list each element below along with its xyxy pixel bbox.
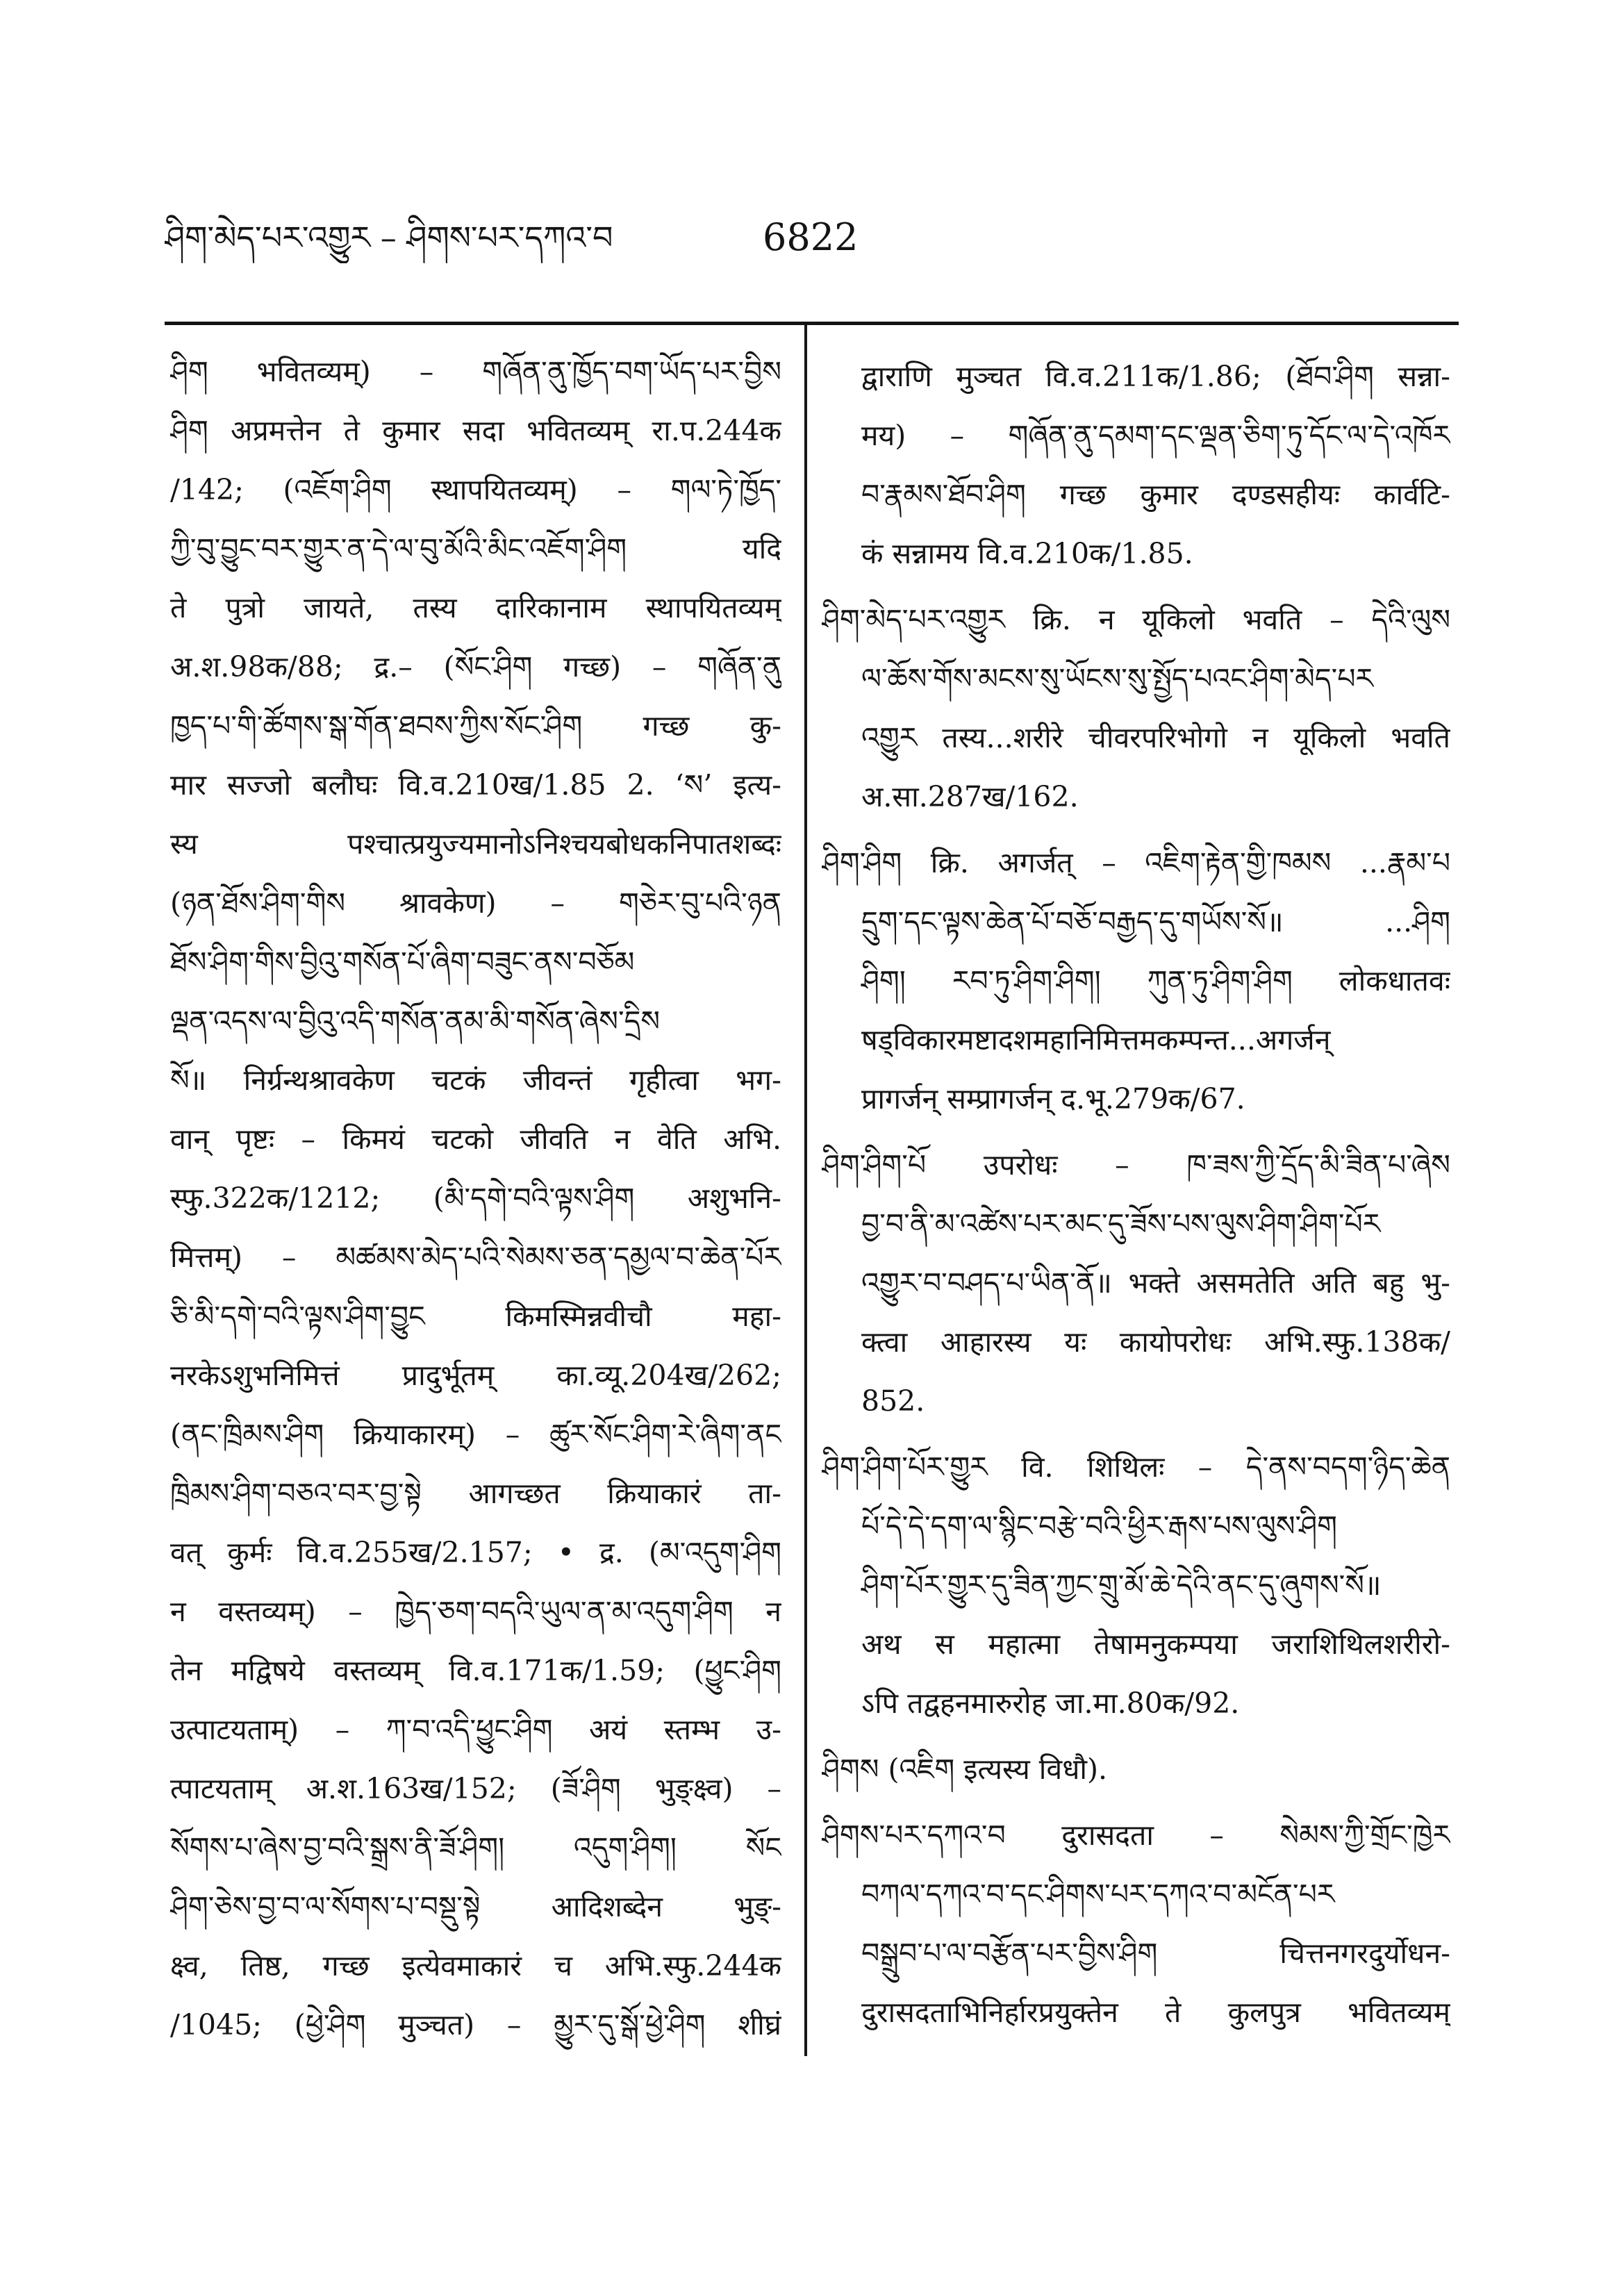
entry-line: अ.सा.287ख/162. [861,780,1079,813]
column-divider [804,324,807,2056]
right-column [822,347,1450,2049]
text-line: त्पाटयताम् अ.श.163ख/152; (ཟོ་ཤིག भुङ्क्ष्व) – [170,1772,781,1805]
dictionary-entry [822,1806,1450,2042]
entry-line: षड्विकारमष्टादशमहानिमित्तमकम्पन्त...अगर्जन् [861,1023,1331,1057]
entry-line: दुरासदताभिनिर्हारप्रयुक्तेन ते कुलपुत्र भवितव्यम् [861,1996,1450,2029]
text-line: स्फु.322क/1212; (མི་དགེ་བའི་ལྟས་ཤིག अशुभनि- [170,1182,781,1215]
entry-line: བྱ་བ་ནི་མ་འཚེས་པར་མང་དུ་ཟོས་པས་ལུས་ཤིག་ཤིག་པོར [861,1207,1381,1241]
text-line: वत् कुर्मः वि.व.255ख/2.157; • द्र. (མ་འདུག་ཤིག [170,1536,781,1569]
dictionary-entry [822,1136,1450,1431]
entry-line: ཤིག་པོར་གྱུར་དུ་ཟིན་ཀྱང་གྲུ་མོ་ཆེ་དེའི་ནང་དུ་ཞུགས་སོ॥ [861,1568,1382,1602]
text-line: (ནང་ཁྲིམས་ཤིག क्रियाकारम्) – ཚུར་སོང་ཤིག་རེ་ཞིག་ནང [170,1418,781,1451]
header-rule [165,322,1459,325]
entry-headword-line: ཤིགས་པར་དཀའ་བ दुरासदता – སེམས་ཀྱི་གྲོང་ཁྱེར [822,1819,1450,1852]
text-line: ཐོས་ཤིག་གིས་བྱིའུ་གསོན་པོ་ཞིག་བཟུང་ནས་བཅོམ [170,945,635,979]
page-number: 6822 [763,215,859,259]
entry-line: मय) – གཞོན་ནུ་དམག་དང་ལྡན་ཅིག་ཏུ་དོང་ལ་དེ་འཁོར [861,419,1450,452]
entry-line: अथ स महात्मा तेषामनुकम्पया जराशिथिलशरीरो- [861,1627,1450,1661]
text-line: ཀྱི་བུ་བྱུང་བར་གྱུར་ན་དེ་ལ་བུ་མོའི་མིང་འཇོག་ཤིག यदि [170,532,781,565]
entry-headword-line: ཤིགས (འཇིག इत्यस्य विधौ). [822,1753,1108,1786]
text-line: मित्तम्) – མཚམས་མེད་པའི་སེམས་ཅན་དམྱལ་བ་ཆེན་པོར [170,1241,781,1274]
entry-line: प्रागर्जन् सम्प्रागर्जन् द.भू.279क/67. [861,1082,1245,1116]
text-line: /142; (འཇོག་ཤིག स्थापयितव्यम्) – གལ་ཏེ་ཁྱོད་ [170,473,781,506]
text-line: ཁྱད་པ་གི་ཚོགས་སྒ་གོན་ཐབས་ཀྱིས་སོང་ཤིག गच्छ कु- [170,709,781,743]
entry-line: པོ་དེ་དེ་དག་ལ་སྙིང་བརྩེ་བའི་ཕྱིར་རྒས་པས་ལུས་ཤིག [861,1509,1338,1543]
entry-headword-line: ཤིག་ཤིག་པོ उपरोधः – ཁ་ཟས་ཀྱི་དྲོད་མི་ཟིན་པ་ཞེས [822,1148,1450,1182]
left-column [170,342,781,2055]
text-line: ཅི་མི་དགེ་བའི་ལྟས་ཤིག་བྱུང किमस्मिन्नवीचौ महा- [170,1300,781,1333]
text-line: नरकेऽशुभनिमित्तं प्रादुर्भूतम् का.व्यू.204ख/262; [170,1359,781,1392]
entry-line: क्त्वा आहारस्य यः कायोपरोधः अभि.स्फु.138क/ [861,1325,1450,1359]
entry-line: བསྒྲུབ་པ་ལ་བརྩོན་པར་བྱིས་ཤིག चित्तनगरदुर्योधन- [861,1937,1450,1970]
entry-line: དྲུག་དང་ལྟས་ཆེན་པོ་བཅོ་བརྒྱད་དུ་གཡོས་སོ॥ ...ཤིག [861,905,1450,938]
dictionary-entry-continued [822,347,1450,583]
entry-line: ལ་ཆོས་གོས་མངས་སུ་ཡོངས་སུ་སྤྱོད་པའང་ཤིག་མེད་པར [861,662,1374,695]
text-line: ཤིག अप्रमत्तेन ते कुमार सदा भवितव्यम् रा.प.244क [170,414,781,447]
text-line: /1045; (ཕྱེ་ཤིག मुञ्चत) – མྱུར་དུ་སྒོ་ཕྱེ་ཤིག शीघ्रं [170,2008,781,2041]
dictionary-entry [822,834,1450,1129]
text-line: वान् पृष्टः – किमयं चटको जीवति न वेति अभि. [170,1123,781,1156]
dictionary-entry [822,590,1450,827]
text-line: ते पुत्रो जायते, तस्य दारिकानाम स्थापयितव्यम् [170,591,781,624]
entry-line: कं सन्नामय वि.व.210क/1.85. [861,537,1193,570]
text-line: (ཉན་ཐོས་ཤིག་གིས श्रावकेण) – གཅེར་བུ་པའི་ཉན [170,886,781,920]
text-line: मार सज्जो बलौघः वि.व.210ख/1.85 2. ‘ས’ इत्य- [170,768,781,802]
dictionary-entry [822,1438,1450,1733]
entry-headword-line: ཤིག་ཤིག་པོར་གྱུར वि. शिथिलः – དེ་ནས་བདག་ཉིད་ཆེན [822,1450,1450,1484]
running-title: ཤིག་མེད་པར་འགྱུར – ཤིགས་པར་དཀའ་བ [165,219,613,256]
text-line: ཁྲིམས་ཤིག་བཅའ་བར་བྱ་སྟེ आगच्छत क्रियाकारं ता- [170,1477,781,1510]
text-line: ལྡན་འདས་ལ་བྱིའུ་འདི་གསོན་ནམ་མི་གསོན་ཞེས་དྲིས [170,1004,660,1038]
entry-line: द्वाराणि मुञ्चत वि.व.211क/1.86; (ཐོབ་ཤིག सन्ना- [861,360,1450,393]
text-line: ཤིག་ཅེས་བྱ་བ་ལ་སོགས་པ་བསྡུ་སྟེ आदिशब्देन भुङ्- [170,1890,781,1923]
text-line: उत्पाटयताम्) – ཀ་བ་འདི་ཕྱུང་ཤིག अयं स्तम्भ उ- [170,1713,781,1746]
entry-line: བཀལ་དཀའ་བ་དང་ཤིགས་པར་དཀའ་བ་མངོན་པར [861,1878,1335,1911]
text-line: तेन मद्विषये वस्तव्यम् वि.व.171क/1.59; (ཕྱུང་ཤིག [170,1654,781,1687]
text-line: སོ॥ निर्ग्रन्थश्रावकेण चटकं जीवन्तं गृहीत्वा भग- [170,1063,781,1097]
entry-headword-line: ཤིག་མེད་པར་འགྱུར क्रि. न यूकिलो भवति – དེའི་ལུས [822,603,1450,636]
entry-line: འགྱུར तस्य...शरीरे चीवरपरिभोगो न यूकिलो भवति [861,721,1450,754]
entry-line: 852. [861,1384,925,1418]
entry-line: ཤིག། རབ་ཏུ་ཤིག་ཤིག། ཀུན་ཏུ་ཤིག་ཤིག लोकधातवः [861,964,1450,997]
text-line: अ.श.98क/88; द्र.– (སོང་ཤིག गच्छ) – གཞོན་ནུ [170,650,781,684]
text-line: སོགས་པ་ཞེས་བྱ་བའི་སྒྲས་ནི་ཟོ་ཤིག། འདུག་ཤིག། སོང [170,1831,781,1864]
entry-line: འགྱུར་བ་བཤད་པ་ཡིན་ནོ॥ भक्ते असमतेति अति बहु भु- [861,1266,1450,1300]
entry-line: བ་རྣམས་ཐོབ་ཤིག गच्छ कुमार दण्डसहीयः कार्वटि- [861,478,1450,511]
entry-line: ऽपि तद्वहनमारुरोह जा.मा.80क/92. [861,1687,1240,1720]
entry-headword-line: ཤིག་ཤིག क्रि. अगर्जत् – འཇིག་རྟེན་གྱི་ཁམས ...རྣམ་པ [822,846,1450,879]
text-line: क्ष्व, तिष्ठ, गच्छ इत्येवमाकारं च अभि.स्फु.244क [170,1949,781,1982]
text-line: स्य पश्चात्प्रयुज्यमानोऽनिश्चयबोधकनिपातशब्दः [170,827,781,861]
dictionary-entry [822,1740,1450,1799]
text-line: ཤིག भवितव्यम्) – གཞོན་ནུ་ཁྱོད་བག་ཡོད་པར་བྱིས [170,355,781,388]
text-line: न वस्तव्यम्) – ཁྱེད་ཅག་བདའི་ཡུལ་ན་མ་འདུག་ཤིག न [170,1595,781,1628]
